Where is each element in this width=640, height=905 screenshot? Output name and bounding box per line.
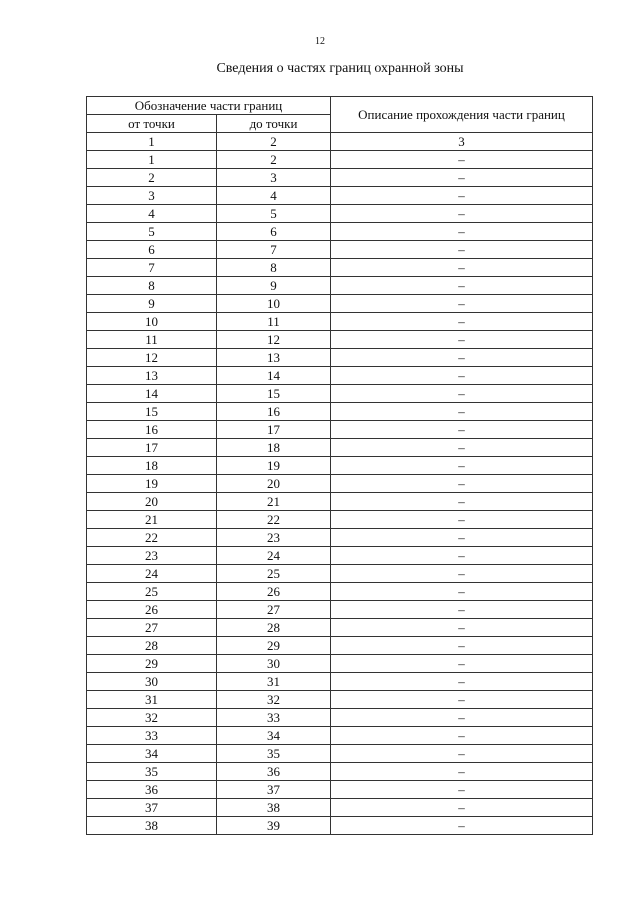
to-point-cell: 8 [217,259,331,277]
from-point-cell: 26 [87,601,217,619]
page-number: 12 [315,36,325,47]
description-cell: – [331,493,593,511]
table-row [87,295,593,313]
description-cell: – [331,727,593,745]
from-point-cell: 35 [87,763,217,781]
to-point-cell: 17 [217,421,331,439]
to-point-cell: 36 [217,763,331,781]
to-point-cell: 9 [217,277,331,295]
table-row [87,727,593,745]
to-point-cell: 35 [217,745,331,763]
description-cell: – [331,817,593,835]
to-point-cell: 20 [217,475,331,493]
table-row [87,151,593,169]
from-point-cell: 29 [87,655,217,673]
to-point-cell: 12 [217,331,331,349]
from-point-cell: 9 [87,295,217,313]
to-point-cell: 7 [217,241,331,259]
description-cell: – [331,259,593,277]
description-cell: – [331,457,593,475]
column-number-to: 2 [217,133,331,151]
description-cell: – [331,619,593,637]
to-point-cell: 19 [217,457,331,475]
to-point-cell: 32 [217,691,331,709]
from-point-cell: 28 [87,637,217,655]
column-number-description: 3 [331,133,593,151]
from-point-cell: 24 [87,565,217,583]
table-row [87,601,593,619]
to-point-cell: 5 [217,205,331,223]
column-numbers-row [87,133,593,151]
description-cell: – [331,745,593,763]
to-point-cell: 38 [217,799,331,817]
description-cell: – [331,691,593,709]
to-point-cell: 26 [217,583,331,601]
from-point-cell: 34 [87,745,217,763]
column-number-from: 1 [87,133,217,151]
table-row [87,799,593,817]
table-row [87,529,593,547]
table-row [87,169,593,187]
to-point-cell: 30 [217,655,331,673]
description-cell: – [331,637,593,655]
description-cell: – [331,655,593,673]
table-row [87,205,593,223]
to-point-cell: 15 [217,385,331,403]
from-point-cell: 17 [87,439,217,457]
from-point-cell: 14 [87,385,217,403]
table-row [87,619,593,637]
table-row [87,367,593,385]
to-point-cell: 34 [217,727,331,745]
to-point-cell: 6 [217,223,331,241]
to-point-cell: 37 [217,781,331,799]
description-cell: – [331,313,593,331]
from-point-cell: 2 [87,169,217,187]
to-point-cell: 14 [217,367,331,385]
to-point-cell: 11 [217,313,331,331]
to-point-cell: 39 [217,817,331,835]
table-row [87,385,593,403]
to-point-cell: 22 [217,511,331,529]
description-cell: – [331,385,593,403]
to-point-cell: 24 [217,547,331,565]
table-row [87,421,593,439]
to-point-cell: 21 [217,493,331,511]
description-cell: – [331,403,593,421]
description-cell: – [331,475,593,493]
description-cell: – [331,241,593,259]
from-point-cell: 30 [87,673,217,691]
to-point-cell: 27 [217,601,331,619]
table-row [87,781,593,799]
from-point-cell: 18 [87,457,217,475]
table-row [87,511,593,529]
from-point-cell: 38 [87,817,217,835]
description-cell: – [331,349,593,367]
to-point-cell: 16 [217,403,331,421]
table-header-row [87,97,593,115]
from-point-cell: 12 [87,349,217,367]
from-point-cell: 7 [87,259,217,277]
table-row [87,655,593,673]
description-cell: – [331,709,593,727]
description-cell: – [331,205,593,223]
to-point-cell: 28 [217,619,331,637]
description-cell: – [331,547,593,565]
description-cell: – [331,187,593,205]
from-point-cell: 15 [87,403,217,421]
description-header: Описание прохождения части границ [331,97,593,133]
to-point-cell: 10 [217,295,331,313]
description-cell: – [331,529,593,547]
from-point-cell: 23 [87,547,217,565]
from-point-cell: 22 [87,529,217,547]
table-row [87,709,593,727]
from-point-cell: 3 [87,187,217,205]
description-cell: – [331,169,593,187]
to-point-cell: 31 [217,673,331,691]
to-header: до точки [217,115,331,133]
description-cell: – [331,223,593,241]
to-point-cell: 29 [217,637,331,655]
group-header: Обозначение части границ [87,97,331,115]
from-point-cell: 32 [87,709,217,727]
from-point-cell: 27 [87,619,217,637]
table-row [87,817,593,835]
table-row [87,259,593,277]
from-point-cell: 33 [87,727,217,745]
to-point-cell: 2 [217,151,331,169]
description-cell: – [331,511,593,529]
to-point-cell: 3 [217,169,331,187]
table-row [87,277,593,295]
from-point-cell: 25 [87,583,217,601]
table-row [87,403,593,421]
description-cell: – [331,763,593,781]
from-point-cell: 8 [87,277,217,295]
table-row [87,241,593,259]
table-row [87,583,593,601]
table-row [87,439,593,457]
description-cell: – [331,565,593,583]
from-point-cell: 5 [87,223,217,241]
from-point-cell: 10 [87,313,217,331]
table-row [87,475,593,493]
table-row [87,763,593,781]
description-cell: – [331,295,593,313]
document-title: Сведения о частях границ охранной зоны [216,61,464,76]
from-point-cell: 6 [87,241,217,259]
table-row [87,637,593,655]
to-point-cell: 33 [217,709,331,727]
description-cell: – [331,439,593,457]
from-point-cell: 31 [87,691,217,709]
table-row [87,349,593,367]
to-point-cell: 25 [217,565,331,583]
description-cell: – [331,277,593,295]
description-cell: – [331,781,593,799]
description-cell: – [331,367,593,385]
table-row [87,223,593,241]
description-cell: – [331,331,593,349]
description-cell: – [331,799,593,817]
table-row [87,547,593,565]
table-row [87,493,593,511]
description-cell: – [331,583,593,601]
table-row [87,313,593,331]
from-point-cell: 36 [87,781,217,799]
from-point-cell: 37 [87,799,217,817]
table-row [87,745,593,763]
from-point-cell: 1 [87,151,217,169]
from-point-cell: 20 [87,493,217,511]
to-point-cell: 4 [217,187,331,205]
table-row [87,691,593,709]
from-point-cell: 21 [87,511,217,529]
to-point-cell: 23 [217,529,331,547]
from-point-cell: 19 [87,475,217,493]
table-row [87,565,593,583]
from-point-cell: 16 [87,421,217,439]
description-cell: – [331,601,593,619]
description-cell: – [331,151,593,169]
from-point-cell: 13 [87,367,217,385]
description-cell: – [331,673,593,691]
from-point-cell: 4 [87,205,217,223]
to-point-cell: 18 [217,439,331,457]
table-row [87,673,593,691]
table-row [87,187,593,205]
table-row [87,331,593,349]
boundary-parts-table [86,96,593,835]
to-point-cell: 13 [217,349,331,367]
from-header: от точки [87,115,217,133]
description-cell: – [331,421,593,439]
table-row [87,457,593,475]
from-point-cell: 11 [87,331,217,349]
